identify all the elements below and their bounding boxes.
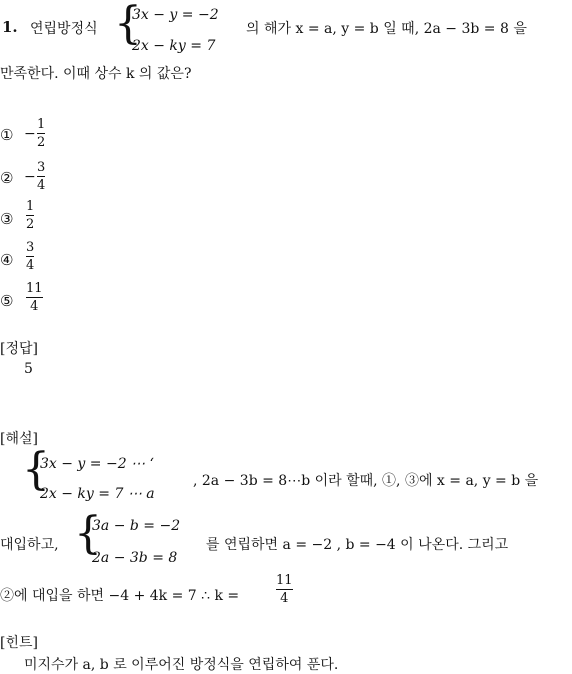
question-tail-line1: 의 해가 x = a, y = b 일 때, 2a − 3b = 8 을 <box>246 21 527 37</box>
solution-line2-lead: 대입하고, <box>0 537 59 553</box>
answer-value: 5 <box>24 361 33 377</box>
choice-mark-2[interactable]: ② <box>0 169 14 187</box>
solution-line2-tail: 를 연립하면 a = −2 , b = −4 이 나온다. 그리고 <box>206 537 509 553</box>
question-tail-line2: 만족한다. 이때 상수 k 의 값은? <box>0 66 192 82</box>
choice-mark-5[interactable]: ⑤ <box>0 292 14 310</box>
hint-text: 미지수가 a, b 로 이루어진 방정식을 연립하여 푼다. <box>24 657 339 673</box>
system-eq-2: 2x − ky = 7 <box>132 38 216 54</box>
choice-mark-4[interactable]: ④ <box>0 251 14 269</box>
solution-brace-1: { <box>22 444 50 495</box>
choice-fraction-5 <box>26 281 43 314</box>
choice-den-2: 4 <box>37 178 46 193</box>
question-number: 1. <box>2 18 18 36</box>
solution-heading: [해설] <box>0 431 38 447</box>
solution-result-fraction <box>276 573 293 606</box>
choice-fraction-1 <box>37 117 45 150</box>
choice-num-3: 1 <box>26 199 35 214</box>
choice-den-1: 2 <box>37 135 46 150</box>
choice-den-4: 4 <box>26 258 35 273</box>
solution-system2-eq-2: 2a − 3b = 8 <box>92 550 178 566</box>
choice-den-5: 4 <box>30 299 39 314</box>
choice-mark-1[interactable]: ① <box>0 126 14 144</box>
solution-system1-eq-1: 3x − y = −2 ⋯ ‘ <box>40 456 154 472</box>
system-eq-1: 3x − y = −2 <box>132 7 219 23</box>
solution-system1-eq-2: 2x − ky = 7 ⋯ a <box>40 486 155 502</box>
choice-num-5: 11 <box>26 281 43 296</box>
solution-result-den: 4 <box>280 591 289 606</box>
answer-heading: [정답] <box>0 341 38 357</box>
solution-line3-lead: ②에 대입을 하면 −4 + 4k = 7 ∴ k = <box>0 588 240 604</box>
choice-sign-1: − <box>24 126 36 142</box>
choice-sign-2: − <box>24 169 36 185</box>
choice-fraction-4 <box>26 240 34 273</box>
choice-num-2: 3 <box>37 160 46 175</box>
solution-brace-2: { <box>74 508 102 559</box>
system-brace: { <box>114 0 142 49</box>
choice-num-1: 1 <box>37 117 46 132</box>
choice-fraction-3 <box>26 199 34 232</box>
solution-result-num: 11 <box>276 573 293 588</box>
question-lead: 연립방정식 <box>30 21 98 37</box>
choice-mark-3[interactable]: ③ <box>0 210 14 228</box>
solution-system2-eq-1: 3a − b = −2 <box>92 518 181 534</box>
choice-num-4: 3 <box>26 240 35 255</box>
solution-line1-tail: , 2a − 3b = 8⋯b 이라 할때, ①, ③에 x = a, y = b 을 <box>193 473 539 489</box>
choice-fraction-2 <box>37 160 45 193</box>
choice-den-3: 2 <box>26 217 35 232</box>
hint-heading: [힌트] <box>0 635 38 651</box>
